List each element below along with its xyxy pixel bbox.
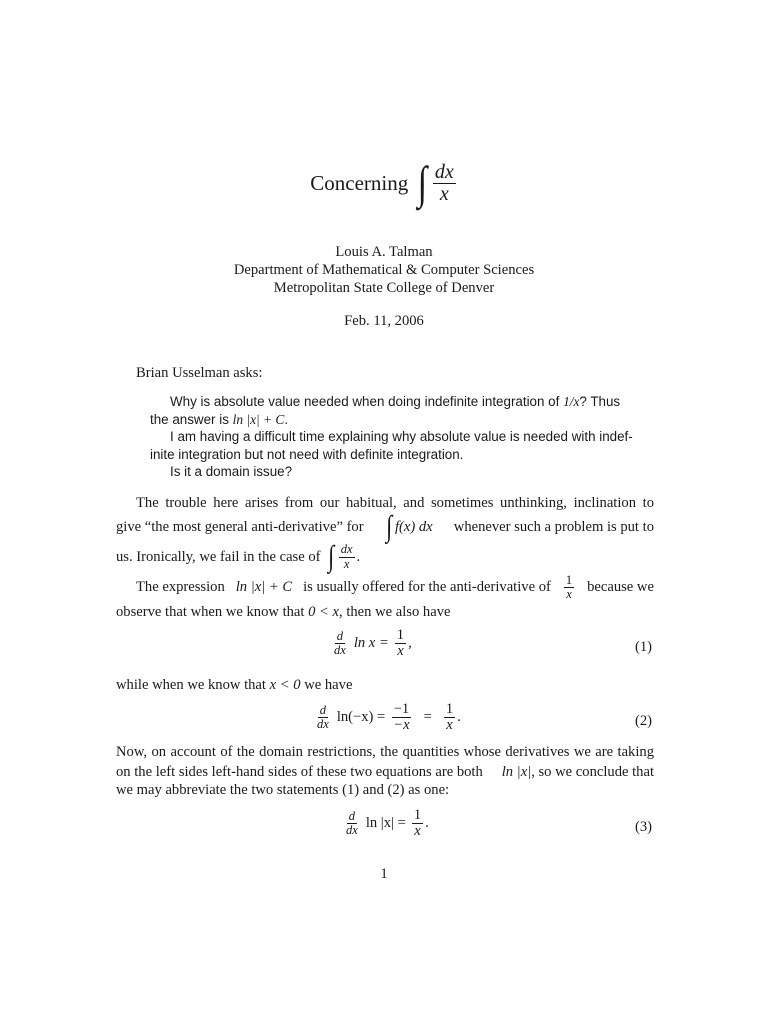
math-ln-abs-x: ln |x| <box>501 764 532 780</box>
para2-line-2: observe that when we know that 0 < x, then we also have <box>116 604 451 620</box>
math-ln-abs-x-plus-c: ln |x| + C <box>232 412 285 427</box>
para3-line-1: Now, on account of the domain restrictions, the quantities whose derivatives we are taking <box>116 744 654 760</box>
eq2-derivative-operator: $\frac{d}{dx}$ <box>317 703 329 732</box>
para1-line-2: give “the most general anti-derivative” for ∫ f(x) dx whenever such a problem is put to <box>116 510 654 543</box>
title-frac-num: dx <box>434 160 454 183</box>
math-ln-abs-x-plus-c: ln |x| + C <box>235 579 293 596</box>
math-one-over-x: 1/x <box>563 394 580 409</box>
math-zero-lt-x: 0 < x <box>308 604 340 620</box>
question-line-5: Is it a domain issue? <box>170 464 293 479</box>
question-line-4: inite integration but not need with definite integration. <box>150 447 464 462</box>
author-school: Metropolitan State College of Denver <box>273 280 495 296</box>
eq3-rhs-fraction: $\frac{1}{x}$ <box>413 807 422 840</box>
para1-line-3: us. Ironically, we fail in the case of ∫ $\frac{dx}{x}$ . <box>116 540 361 573</box>
question-line-3: I am having a difficult time explaining why absolute value is needed with indef- <box>170 429 633 444</box>
title-frac-den: x <box>439 182 449 205</box>
eq1-rhs-fraction: $\frac{1}{x}$ <box>396 627 405 660</box>
integral-sign-icon: ∫ <box>417 157 428 208</box>
equation-1: $\frac{d}{dx}$ ln x = $\frac{1}{x}$ , (1) <box>334 627 652 660</box>
integral-sign-icon: ∫ <box>327 540 334 573</box>
eq3-body: ln |x| = <box>365 815 406 832</box>
equation-1-label: (1) <box>634 639 652 655</box>
equation-2-label: (2) <box>634 713 652 729</box>
eq1-derivative-operator: $\frac{d}{dx}$ <box>334 629 346 658</box>
question-line-1: Why is absolute value needed when doing indefinite integration of 1/x? Thus <box>170 394 621 409</box>
page-title <box>0 157 768 208</box>
eq3-derivative-operator: $\frac{d}{dx}$ <box>346 809 358 838</box>
para1-fraction: $\frac{dx}{x}$ <box>340 542 353 571</box>
integral-sign-icon: ∫ <box>385 510 392 543</box>
para2-fraction: $\frac{1}{x}$ <box>565 573 573 602</box>
eq1-body: ln x = <box>353 635 389 652</box>
equation-3: $\frac{d}{dx}$ ln |x| = $\frac{1}{x}$ . (3) <box>346 807 652 840</box>
para3-line-3: we may abbreviate the two statements (1) and (2) as one: <box>116 782 450 798</box>
eq2-rhs-fraction: $\frac{1}{x}$ <box>445 701 454 734</box>
title-word: Concerning <box>310 170 409 195</box>
para1-line-1: The trouble here arises from our habitual, and sometimes unthinking, inclination to <box>136 495 654 511</box>
equation-2: $\frac{d}{dx}$ ln(−x) = $\frac{-1}{-x}$ = $\frac{1}{x}$ . (2) <box>317 701 652 734</box>
math-f-x-dx: f(x) dx <box>394 518 433 535</box>
author-department: Department of Mathematical & Computer Sciences <box>233 262 535 278</box>
page-number: 1 <box>380 866 388 882</box>
between-line: while when we know that x < 0 we have <box>116 677 353 693</box>
para2-line-1: The expression ln |x| + C is usually offered for the anti-derivative of $\frac{1}{x}$ because we <box>136 573 654 602</box>
question-line-2: the answer is ln |x| + C. <box>150 412 289 427</box>
para3-line-2: on the left sides left-hand sides of these two equations are both ln |x|, so we conclude that <box>116 764 654 780</box>
math-x-lt-zero: x < 0 <box>269 677 301 693</box>
equation-3-label: (3) <box>634 819 652 835</box>
author-name: Louis A. Talman <box>335 244 433 260</box>
title-fraction <box>433 162 456 205</box>
intro-line: Brian Usselman asks: <box>136 365 263 381</box>
eq2-body: ln(−x) = <box>336 709 386 726</box>
date: Feb. 11, 2006 <box>344 313 424 329</box>
eq2-mid-fraction: $\frac{-1}{-x}$ <box>393 701 410 734</box>
